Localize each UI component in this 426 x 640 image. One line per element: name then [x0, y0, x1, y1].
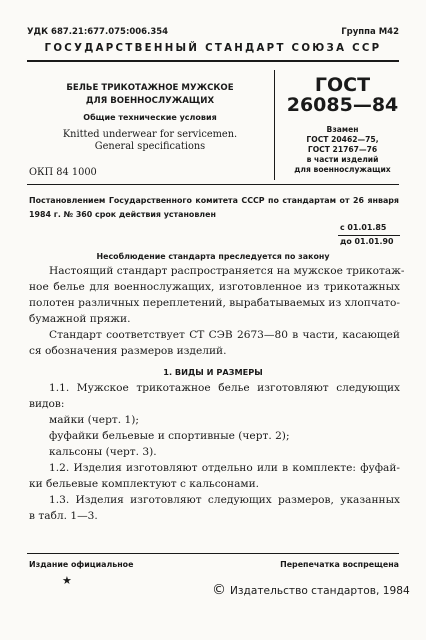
gost-number: 26085—84: [286, 94, 399, 116]
decree-line1: Постановлением Государственного комитета СССР по стандартам от 26 января: [29, 196, 399, 205]
title-ru-line1: БЕЛЬЕ ТРИКОТАЖНОЕ МУЖСКОЕ: [66, 83, 234, 93]
list-item-kalsony: кальсоны (черт. 3).: [49, 446, 157, 458]
intro-p1-line2: ное белье для военнослужащих, изготовленное из трикотажных: [29, 281, 400, 293]
standard-banner: ГОСУДАРСТВЕННЫЙ СТАНДАРТ СОЮЗА ССР: [44, 43, 382, 54]
intro-p2-line2: ся обозначения размеров изделий.: [29, 345, 227, 357]
title-en-line1: Knitted underwear for servicemen.: [62, 129, 238, 140]
publisher-copyright: Издательство стандартов, 1984: [230, 585, 410, 597]
replaces-label: Взамен: [326, 125, 359, 134]
clause-1-3-line1: 1.3. Изделия изготовляют следующих размеров, указанных: [49, 494, 400, 506]
title-ru-line2: ДЛЯ ВОЕННОСЛУЖАЩИХ: [85, 96, 215, 106]
gost-label: ГОСТ: [314, 74, 371, 96]
intro-p1-line4: бумажной пряжи.: [29, 313, 131, 325]
list-item-maiki: майки (черт. 1);: [49, 414, 139, 426]
validity-rule: [338, 235, 400, 236]
star-icon: ★: [62, 574, 72, 587]
udk-code: УДК 687.21:677.075:006.354: [27, 27, 169, 37]
validity-until: до 01.01.90: [340, 237, 394, 246]
clause-1-1-line1: 1.1. Мужское трикотажное белье изготовляют следующих: [49, 382, 400, 394]
title-ru-subtitle: Общие технические условия: [83, 113, 217, 122]
list-item-fufaiki: фуфайки бельевые и спортивные (черт. 2);: [49, 430, 290, 442]
group-code: Группа М42: [341, 27, 399, 37]
clause-1-3-line2: в табл. 1—3.: [29, 510, 98, 522]
section-heading: 1. ВИДЫ И РАЗМЕРЫ: [163, 367, 263, 377]
replaces-line3: в части изделий: [306, 155, 379, 164]
intro-p1-line1: Настоящий стандарт распространяется на мужское трикотаж-: [49, 265, 405, 277]
copyright-icon: ©: [212, 582, 226, 598]
title-bottom-rule: [27, 184, 399, 185]
header-rule: [27, 60, 399, 62]
clause-1-1-line2: видов:: [29, 398, 65, 410]
legal-warning: Несоблюдение стандарта преследуется по закону: [96, 252, 330, 261]
replaces-line1: ГОСТ 20462—75,: [306, 135, 379, 144]
replaces-line2: ГОСТ 21767—76: [307, 145, 378, 154]
title-en-line2: General specifications: [94, 141, 206, 152]
clause-1-2-line1: 1.2. Изделия изготовляют отдельно или в комплекте: фуфай-: [49, 462, 400, 474]
replaces-line4: для военнослужащих: [294, 165, 391, 174]
clause-1-2-line2: ки бельевые комплектуют с кальсонами.: [29, 478, 260, 490]
decree-line2: 1984 г. № 360 срок действия установлен: [29, 210, 216, 219]
reprint-label: Перепечатка воспрещена: [280, 560, 399, 569]
okp-code: ОКП 84 1000: [29, 167, 97, 178]
title-divider: [274, 70, 275, 180]
edition-label: Издание официальное: [29, 560, 134, 569]
intro-p2-line1: Стандарт соответствует СТ СЭВ 2673—80 в части, касающей: [49, 329, 400, 341]
footer-rule: [27, 553, 399, 554]
intro-p1-line3: полотен различных переплетений, вырабатываемых из хлопчато-: [29, 297, 400, 309]
validity-from: с 01.01.85: [340, 223, 387, 232]
